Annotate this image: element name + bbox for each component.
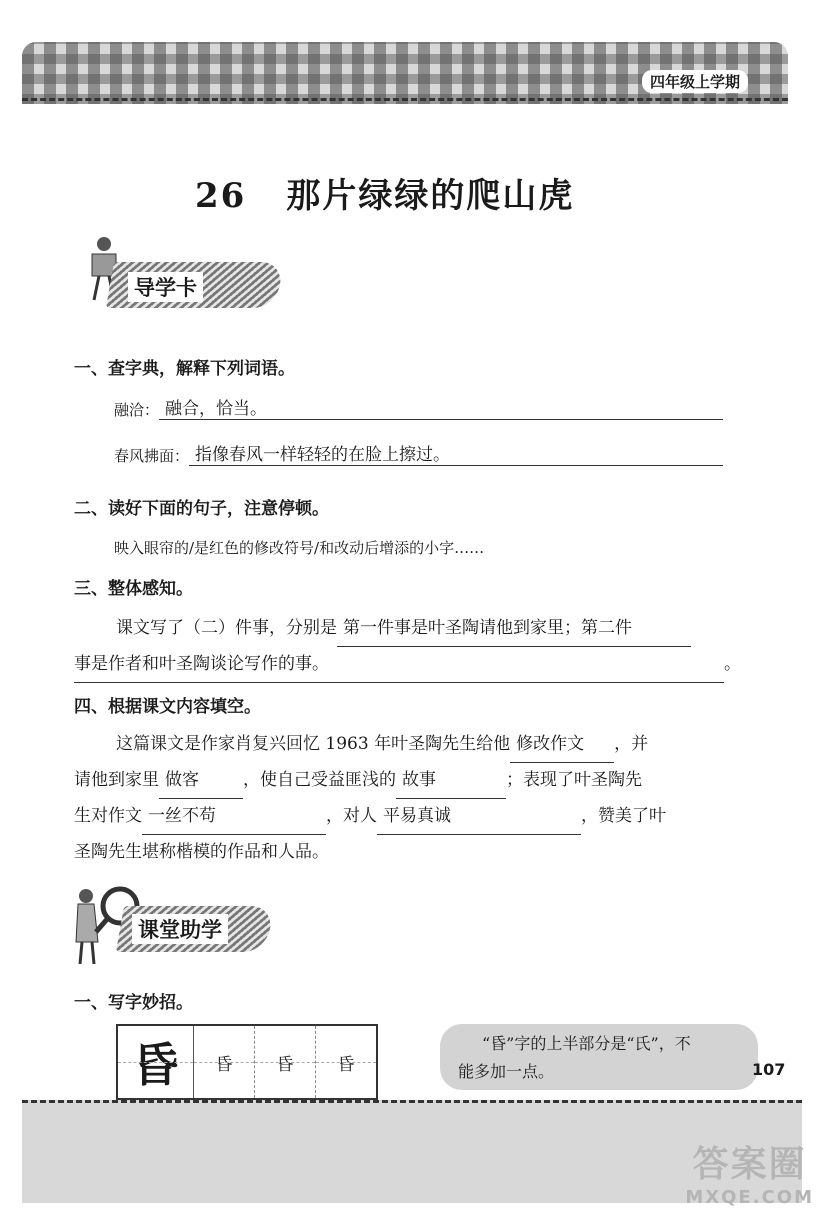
paragraph-text: 这篇课文是作家肖复兴回忆 1963 年叶圣陶先生给他 [116, 734, 511, 754]
paragraph-text: ，赞美了叶 [581, 806, 666, 826]
summary-text: ）件事，分别是 [218, 618, 337, 638]
practice-character: 昏 [255, 1026, 316, 1098]
writing-grid [116, 1024, 378, 1100]
page-number: 107 [752, 1060, 786, 1079]
section-label-guide: 导学卡 [128, 272, 203, 302]
summary-text: 课文写了（ [116, 618, 201, 638]
header-dashed-line [22, 98, 788, 101]
question-heading: 四、根据课文内容填空。 [74, 697, 261, 717]
answer-field: 一丝不苟 [142, 798, 326, 835]
tip-line: “昏”字的上半部分是“氏”，不 [482, 1034, 691, 1053]
paragraph-text: ，并 [614, 734, 649, 754]
tip-line: 能多加一点。 [458, 1062, 555, 1081]
question-heading: 一、查字典，解释下列词语。 [74, 359, 295, 379]
summary-end: 。 [724, 654, 741, 674]
answer-field: 修改作文 [510, 726, 614, 763]
watermark-logo [685, 1136, 814, 1208]
writing-tip [440, 1024, 758, 1090]
pause-sentence: 映入眼帘的/是红色的修改符号/和改动后增添的小字…… [114, 539, 485, 557]
term-row [114, 440, 723, 466]
practice-character: 昏 [194, 1026, 255, 1098]
term-row [114, 394, 723, 420]
answer-field: 平易真诚 [377, 798, 581, 835]
answer-field: 第一件事是叶圣陶请他到家里；第二件 [337, 610, 691, 647]
paragraph-text: 请他到家里 [74, 770, 159, 790]
model-character: 昏 [118, 1026, 194, 1098]
question-heading: 一、写字妙招。 [74, 993, 193, 1013]
watermark-text: 答案圈 [692, 1144, 807, 1185]
answer-field: 融合，恰当。 [159, 394, 723, 420]
paragraph-text: ，对人 [326, 806, 377, 826]
answer-field: 做客 [159, 762, 243, 799]
answer-field: 指像春风一样轻轻的在脸上擦过。 [189, 440, 723, 466]
watermark-url: MXQE.COM [685, 1187, 814, 1208]
practice-character: 昏 [316, 1026, 376, 1098]
fill-paragraph-line [74, 798, 666, 835]
summary-paragraph-cont [74, 646, 754, 683]
lesson-title-text: 那片绿绿的爬山虎 [286, 176, 575, 216]
event-count: 二 [201, 618, 218, 638]
term-label: 春风拂面： [114, 447, 190, 465]
answer-field: 故事 [396, 762, 506, 799]
lesson-title [195, 168, 574, 217]
paragraph-text: ；表现了叶圣陶先 [506, 770, 642, 790]
paragraph-text: 生对作文 [74, 806, 142, 826]
term-label: 融洽： [114, 401, 160, 419]
question-heading: 二、读好下面的句子，注意停顿。 [74, 499, 329, 519]
grade-label: 四年级上学期 [642, 70, 748, 93]
fill-paragraph-line: 圣陶先生堪称楷模的作品和人品。 [74, 842, 329, 862]
paragraph-text: ，使自己受益匪浅的 [243, 770, 396, 790]
answer-field: 事是作者和叶圣陶谈论写作的事。 [74, 646, 724, 683]
lesson-number: 26 [195, 176, 247, 216]
fill-paragraph-line [74, 762, 642, 799]
summary-paragraph [116, 610, 756, 647]
section-label-class: 课堂助学 [132, 914, 228, 944]
fill-paragraph-line [116, 726, 648, 763]
question-heading: 三、整体感知。 [74, 579, 193, 599]
